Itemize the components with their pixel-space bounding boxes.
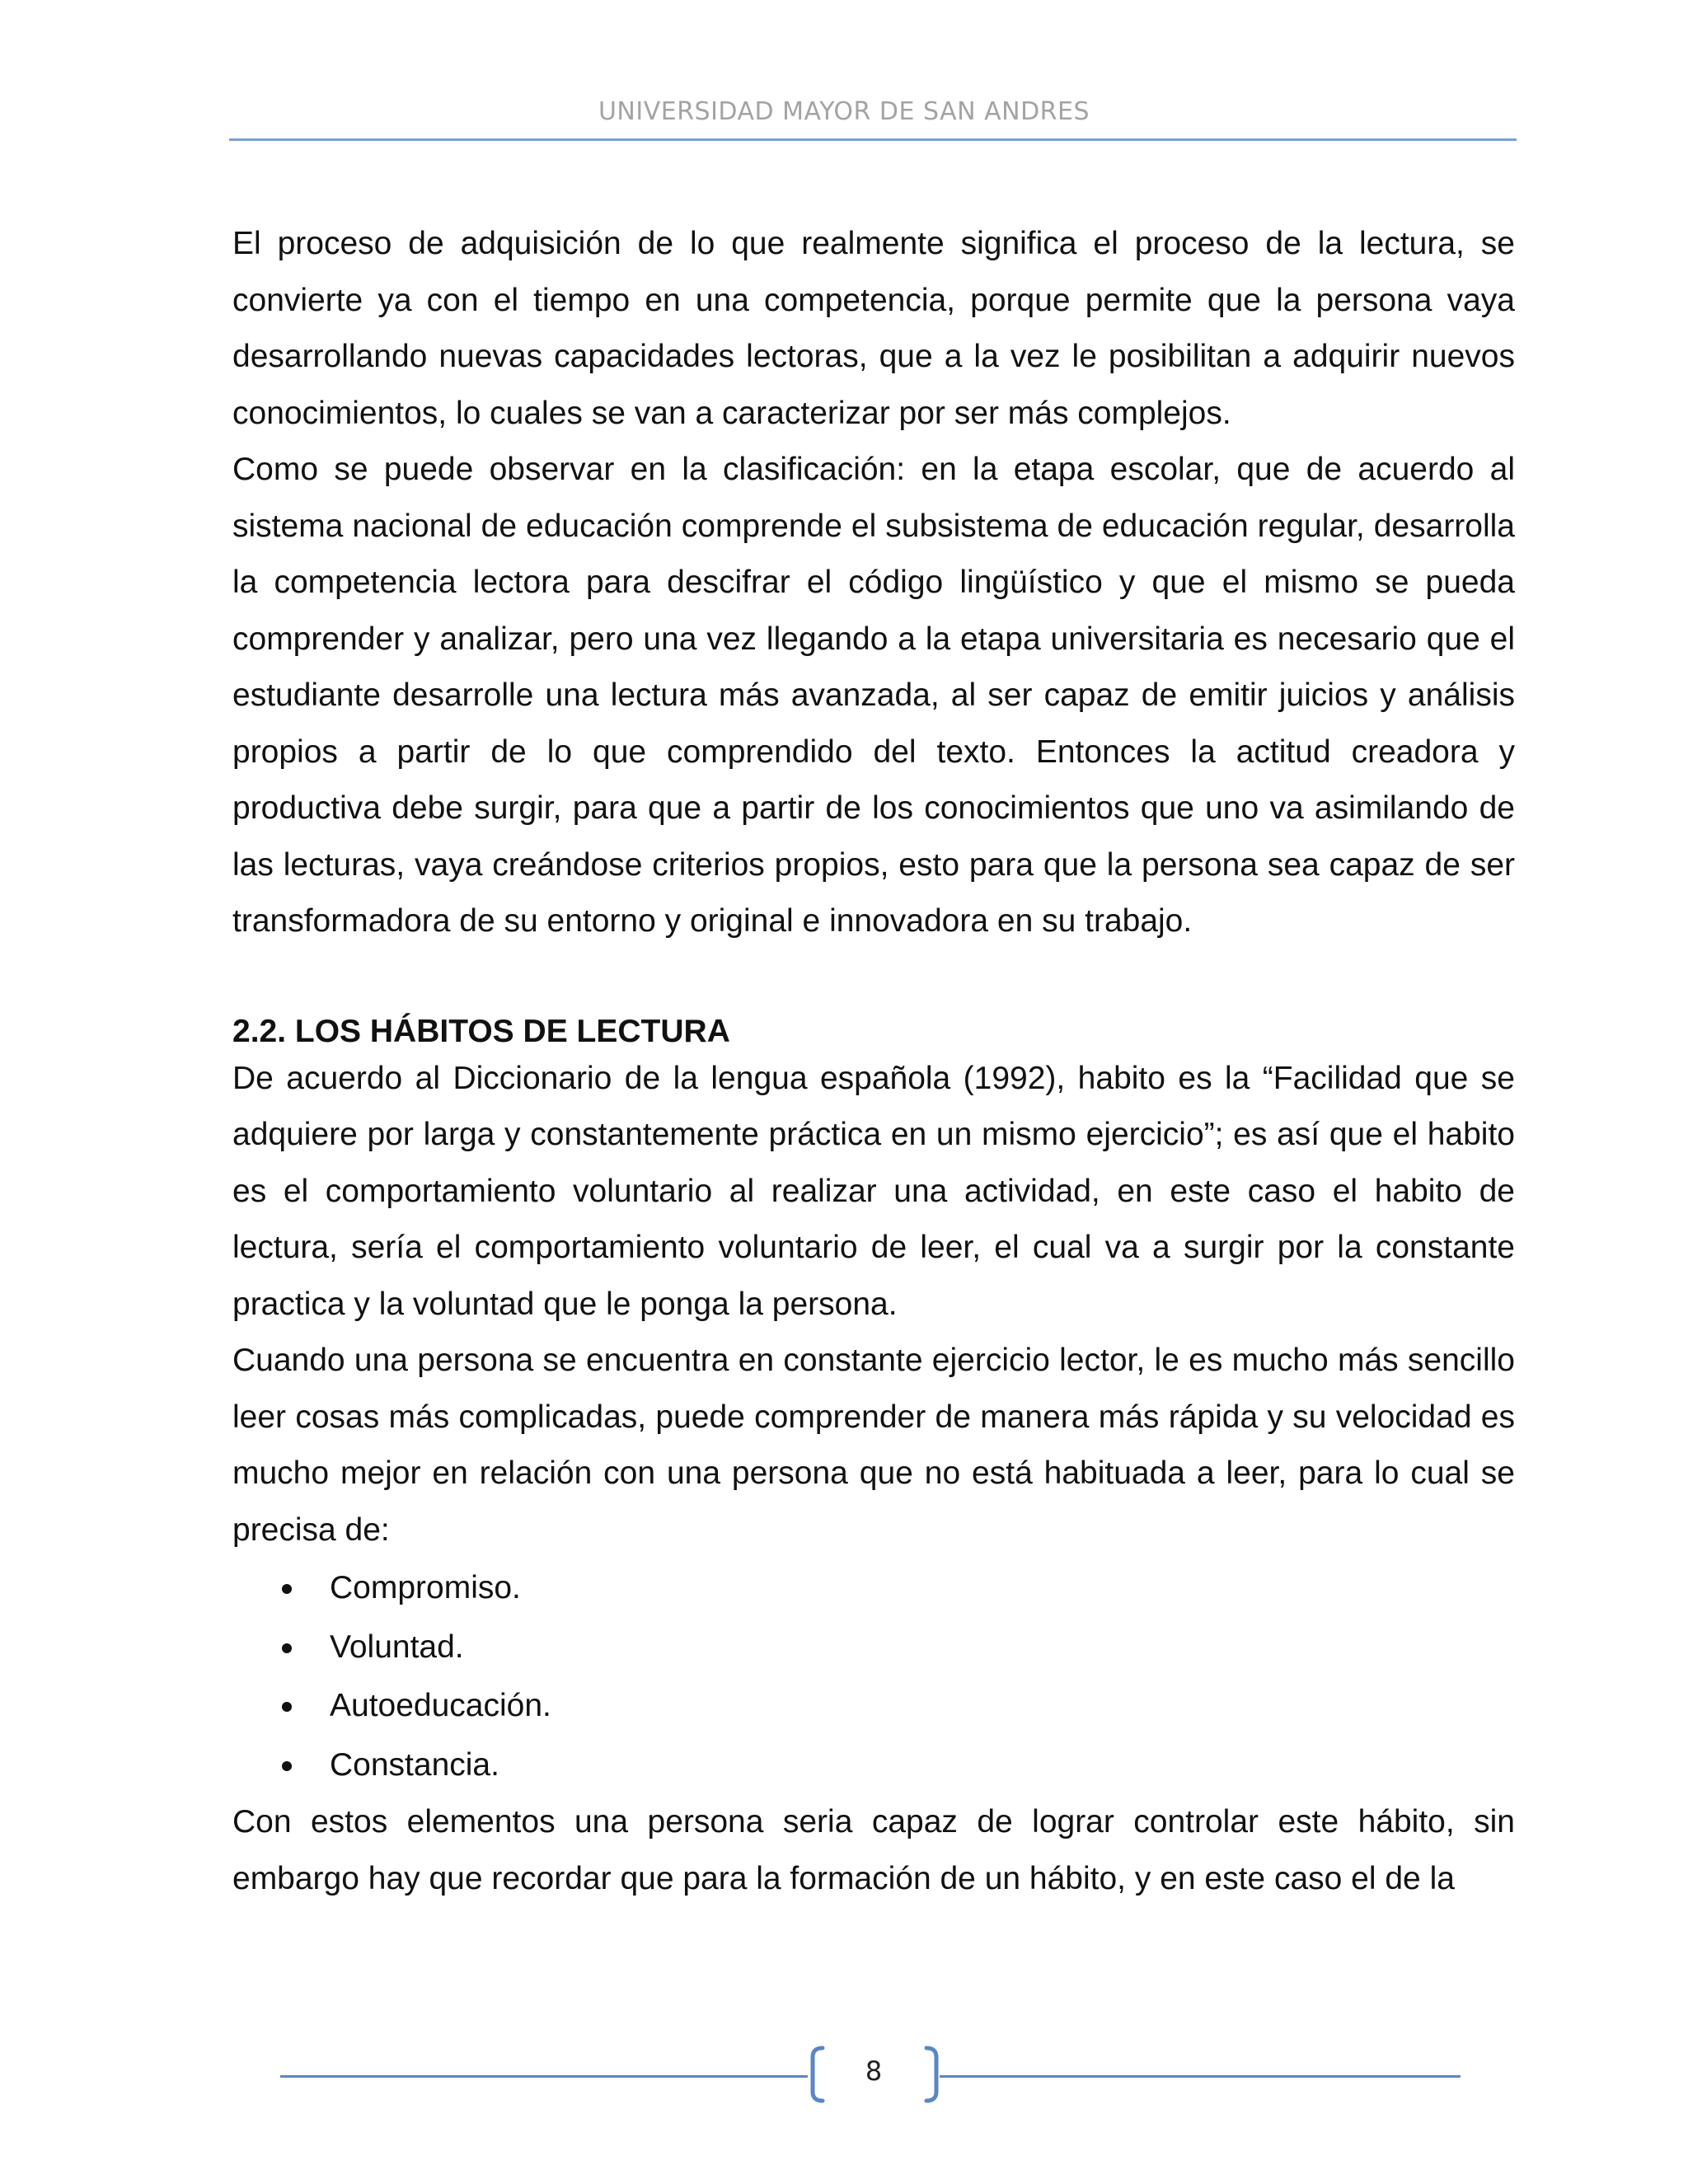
list-item xyxy=(232,1558,1515,1618)
bullet-icon xyxy=(282,1643,292,1653)
footer-divider-left xyxy=(280,2075,808,2078)
page-number: 8 xyxy=(865,2055,883,2087)
bullet-icon xyxy=(282,1702,292,1712)
header-divider xyxy=(229,138,1517,141)
bullet-icon xyxy=(282,1761,292,1771)
requirements-list xyxy=(232,1558,1515,1794)
page-header-title: UNIVERSIDAD MAYOR DE SAN ANDRES xyxy=(598,97,1090,126)
section-heading: 2.2. LOS HÁBITOS DE LECTURA xyxy=(232,1013,730,1049)
right-brace-icon xyxy=(923,2046,943,2103)
list-item xyxy=(232,1676,1515,1736)
document-body xyxy=(232,216,1515,1907)
list-item-text: Autoeducación. xyxy=(330,1688,551,1723)
paragraph-definicion-habito: De acuerdo al Diccionario de la lengua española (1992), habito es la “Facilidad que se adquiere por larga y constantemente práctica en un mismo ejercicio”; es así que el habito es el comportamiento voluntario al realizar una actividad, en este caso el habito de lectura, sería el comportamiento voluntario de leer, el cual va a surgir por la constante practica y la voluntad que le ponga la persona. xyxy=(232,1060,1515,1322)
paragraph-competencia: El proceso de adquisición de lo que realmente significa el proceso de la lectura, se convierte ya con el tiempo en una competencia, porque permite que la persona vaya desarrollando nuevas capacidades lectoras, que a la vez le posibilitan a adquirir nuevos conocimientos, lo cuales se van a caracterizar por ser más complejos. xyxy=(232,226,1515,431)
list-item-text: Constancia. xyxy=(330,1746,499,1783)
list-item-text: Voluntad. xyxy=(330,1629,464,1665)
bullet-icon xyxy=(282,1584,292,1594)
list-item xyxy=(232,1736,1515,1795)
left-brace-icon xyxy=(806,2046,826,2103)
list-item xyxy=(232,1618,1515,1677)
footer-divider-right xyxy=(940,2075,1461,2078)
paragraph-formacion-habito: Con estos elementos una persona seria capaz de lograr controlar este hábito, sin embargo hay que recordar que para la formación de un hábito, y en este caso el de la xyxy=(232,1804,1515,1896)
list-item-text: Compromiso. xyxy=(330,1570,521,1605)
paragraph-clasificacion: Como se puede observar en la clasificación: en la etapa escolar, que de acuerdo al sistema nacional de educación comprende el subsistema de educación regular, desarrolla la competencia lectora para descifrar el código lingüístico y que el mismo se pueda comprender y analizar, pero una vez llegando a la etapa universitaria es necesario que el estudiante desarrolle una lectura más avanzada, al ser capaz de emitir juicios y análisis propios a partir de lo que comprendido del texto. Entonces la actitud creadora y productiva debe surgir, para que a partir de los conocimientos que uno va asimilando de las lecturas, vaya creándose criterios propios, esto para que la persona sea capaz de ser transformadora de su entorno y original e innovadora en su trabajo. xyxy=(232,452,1515,939)
paragraph-ejercicio-lector: Cuando una persona se encuentra en constante ejercicio lector, le es mucho más sencillo leer cosas más complicadas, puede comprender de manera más rápida y su velocidad es mucho mejor en relación con una persona que no está habituada a leer, para lo cual se precisa de: xyxy=(232,1343,1515,1548)
